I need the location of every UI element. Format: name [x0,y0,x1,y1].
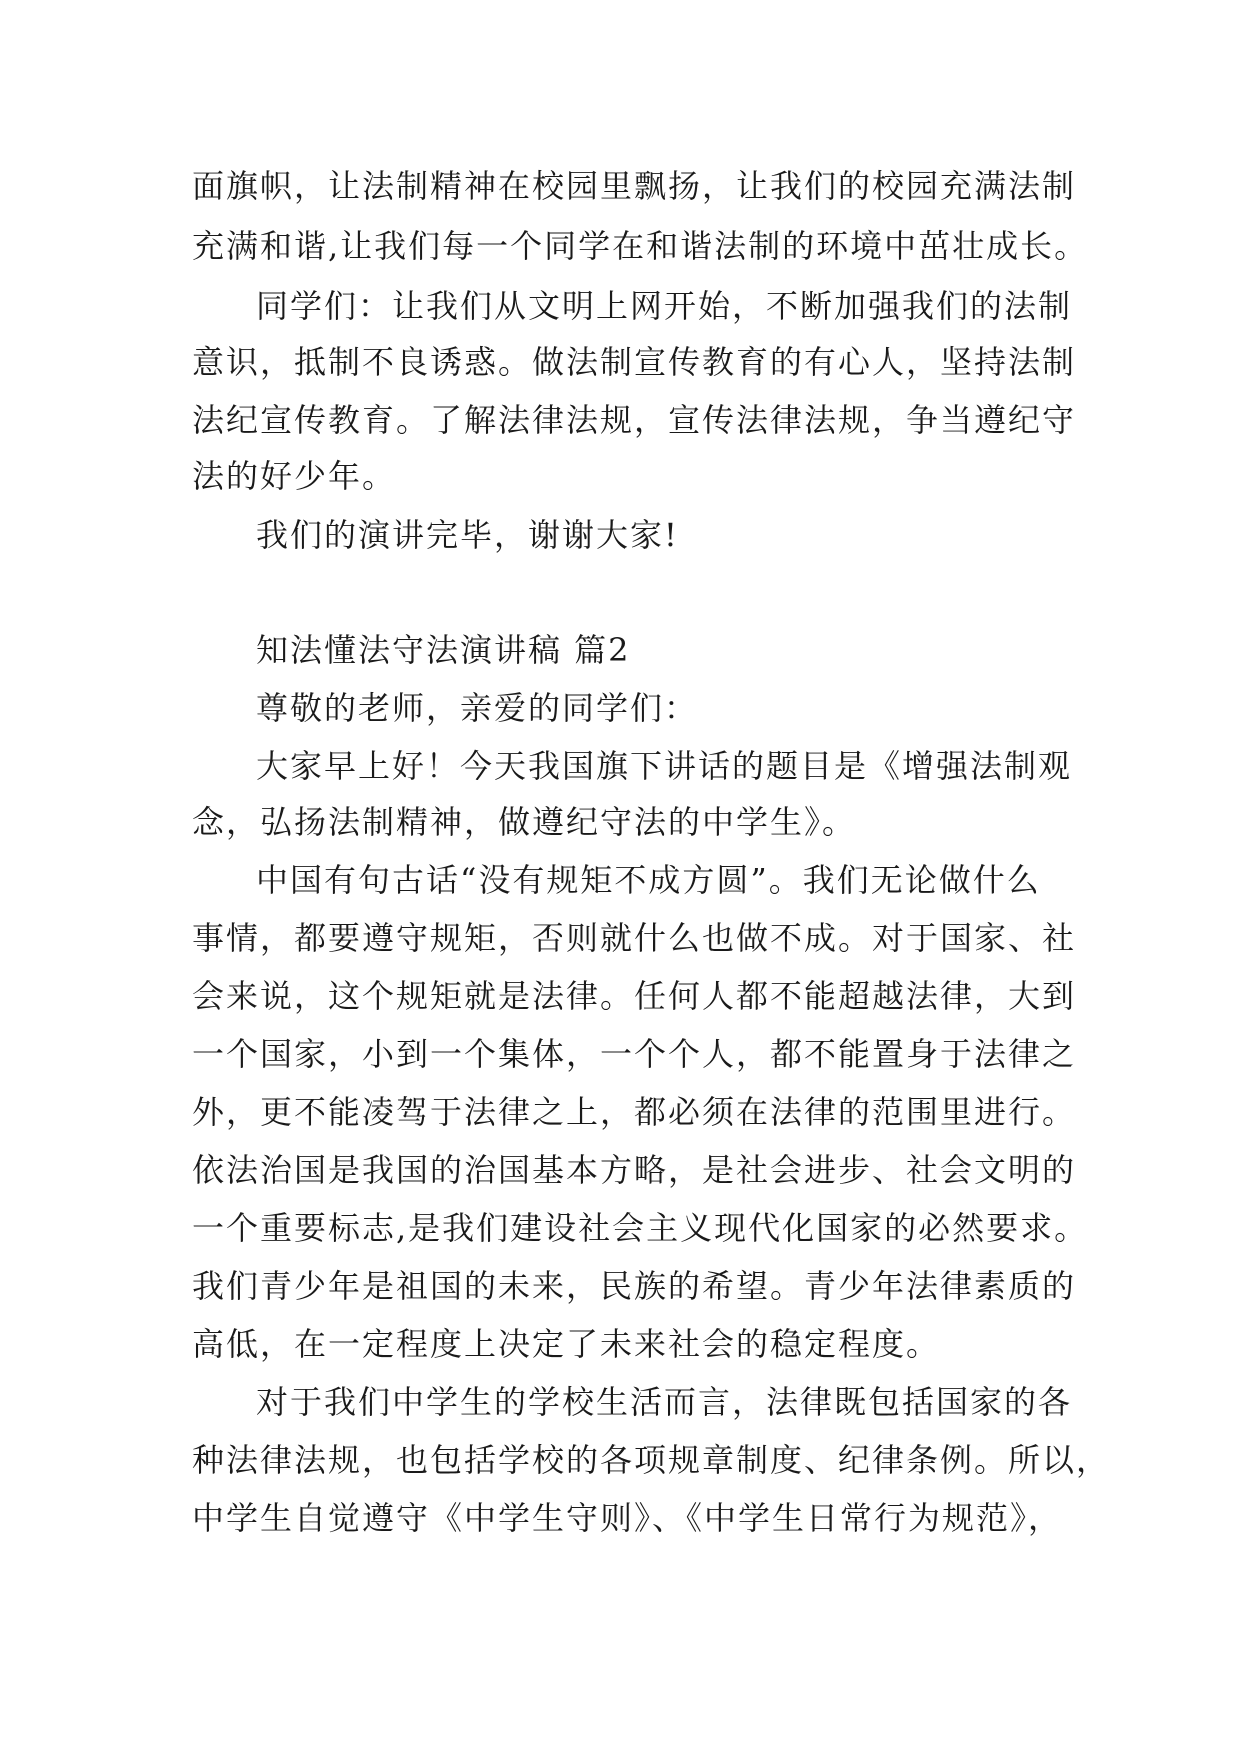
text-line: 法的好少年。 [192,457,397,495]
text-line: 法纪宣传教育。了解法律法规，宣传法律法规，争当遵纪守 [192,401,1077,439]
text-line: 意识，抵制不良诱惑。做法制宣传教育的有心人，坚持法制 [192,343,1077,381]
salutation: 尊敬的老师，亲爱的同学们： [256,689,699,727]
text-line: 大家早上好！今天我国旗下讲话的题目是《增强法制观 [256,747,1073,785]
text-line: 对于我们中学生的学校生活而言，法律既包括国家的各 [256,1383,1073,1421]
text-line: 一个重要标志,是我们建设社会主义现代化国家的必然要求。 [192,1209,1089,1247]
text-line: 外，更不能凌驾于法律之上，都必须在法律的范围里进行。 [192,1093,1077,1131]
text-line: 依法治国是我国的治国基本方略，是社会进步、社会文明的 [192,1151,1077,1189]
text-line: 会来说，这个规矩就是法律。任何人都不能超越法律，大到 [192,977,1077,1015]
text-line: 高低，在一定程度上决定了未来社会的稳定程度。 [192,1325,941,1363]
text-line: 同学们：让我们从文明上网开始，不断加强我们的法制 [256,287,1073,325]
section-heading: 知法懂法守法演讲稿 篇2 [256,631,631,669]
text-line: 中国有句古话“没有规矩不成方圆”。我们无论做什么 [256,861,1041,899]
text-line: 种法律法规，也包括学校的各项规章制度、纪律条例。所以， [192,1441,1111,1479]
text-line: 事情，都要遵守规矩，否则就什么也做不成。对于国家、社 [192,919,1077,957]
text-line: 中学生自觉遵守《中学生守则》、《中学生日常行为规范》， [192,1499,1063,1537]
text-line: 我们的演讲完毕，谢谢大家! [256,516,679,554]
text-line: 面旗帜，让法制精神在校园里飘扬，让我们的校园充满法制 [192,167,1077,205]
text-line: 一个国家，小到一个集体，一个个人，都不能置身于法律之 [192,1035,1077,1073]
text-line: 念，弘扬法制精神，做遵纪守法的中学生》。 [192,803,857,841]
text-line: 充满和谐,让我们每一个同学在和谐法制的环境中茁壮成长。 [192,227,1089,265]
text-line: 我们青少年是祖国的未来，民族的希望。青少年法律素质的 [192,1267,1077,1305]
